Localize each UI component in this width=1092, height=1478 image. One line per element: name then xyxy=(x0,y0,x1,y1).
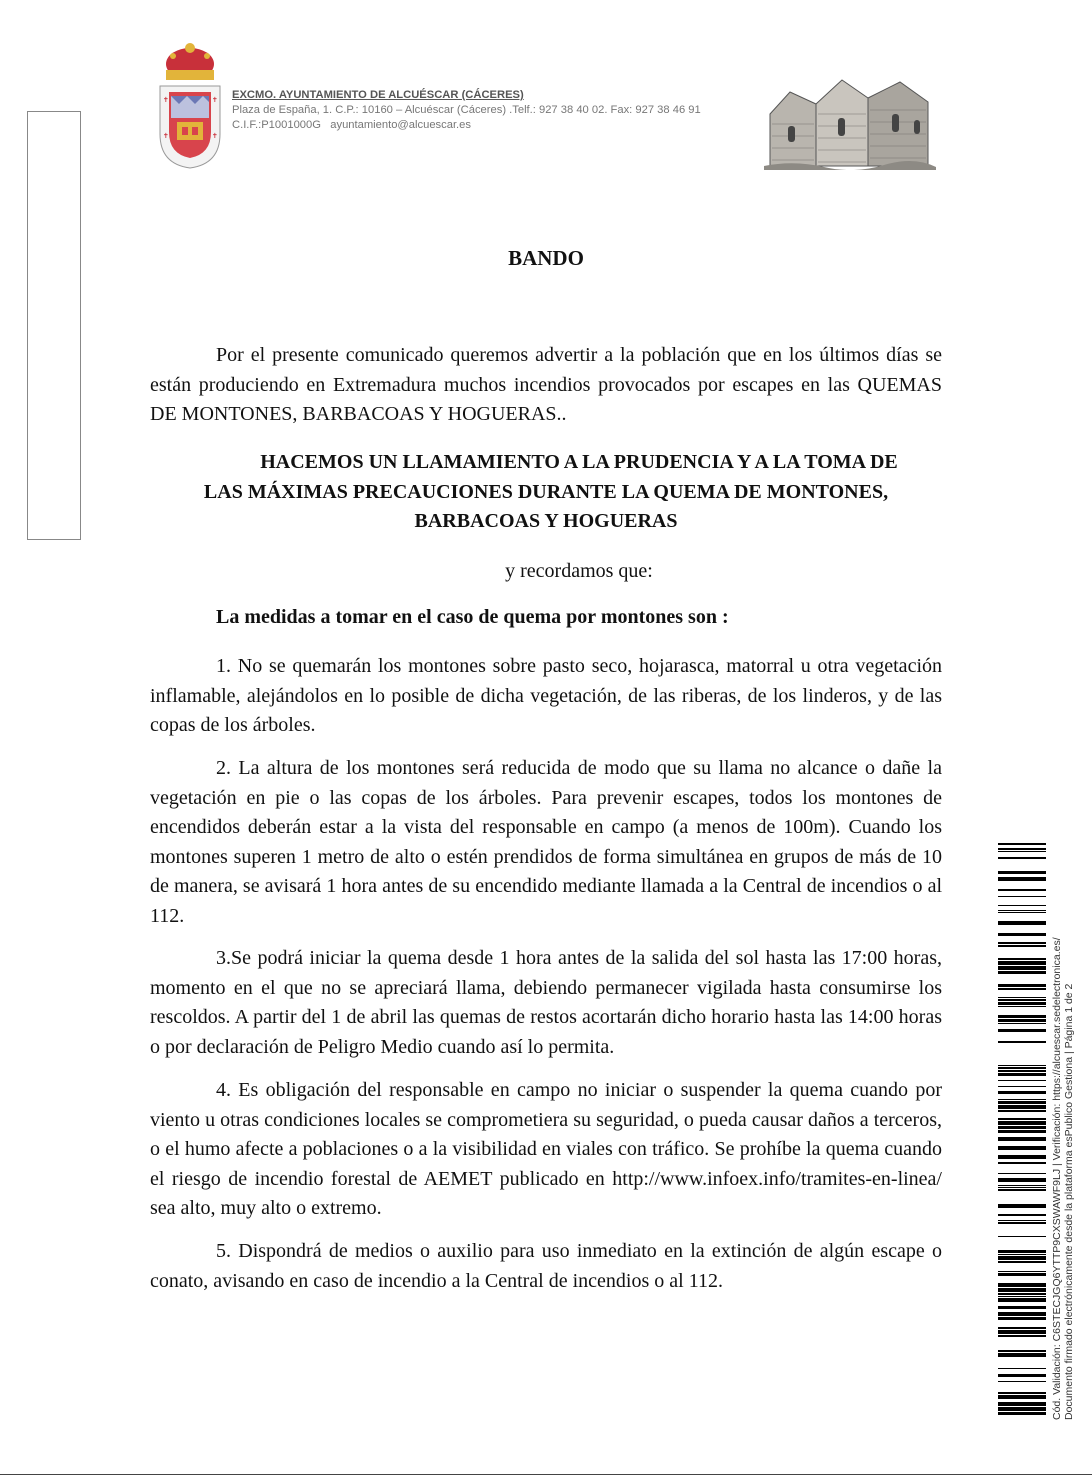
svg-text:✝: ✝ xyxy=(163,96,169,104)
barcode-bar xyxy=(998,1086,1046,1087)
barcode-bar xyxy=(998,857,1046,859)
svg-text:✝: ✝ xyxy=(212,132,218,140)
validation-barcode xyxy=(998,843,1046,1421)
barcode-bar xyxy=(998,1080,1046,1081)
barcode-bar xyxy=(998,933,1046,936)
barcode-bar xyxy=(998,1015,1046,1018)
barcode-bar xyxy=(998,1220,1046,1221)
letterhead-cif: C.I.F.:P1001000G xyxy=(232,119,321,131)
call-line-1: HACEMOS UN LLAMAMIENTO A LA PRUDENCIA Y A LA TOMA DE xyxy=(260,451,898,473)
barcode-bar xyxy=(998,971,1046,974)
call-to-prudence xyxy=(150,448,942,537)
barcode-bar xyxy=(998,984,1046,987)
barcode-bar xyxy=(998,1006,1046,1007)
letterhead-title: EXCMO. AYUNTAMIENTO DE ALCUÉSCAR (CÁCERES) xyxy=(232,89,524,101)
barcode-bar xyxy=(998,848,1046,850)
church-illustration xyxy=(764,74,936,170)
barcode-bar xyxy=(998,1214,1046,1216)
barcode-bar xyxy=(998,1330,1046,1334)
barcode-bar xyxy=(998,1101,1046,1104)
barcode-bar xyxy=(998,1374,1046,1377)
measure-item: 2. La altura de los montones será reducida de modo que su llama no alcance o dañe la vegetación en pie o las copas de los árboles. Para prevenir escapes, todos los montones de encendidos deberán estar a la vista del responsable en campo (a menos de 100m). Cuando los montones superen 1 metro de alto o estén prendidos de forma simultánea en grupos de más de 10 de manera, se avisará 1 hora antes de su encendido mediante llamada a la Central de incendios o al 112. xyxy=(150,757,942,927)
barcode-bar xyxy=(998,1222,1046,1224)
barcode-bar xyxy=(998,1254,1046,1255)
barcode-bar xyxy=(998,889,1046,891)
barcode-bar xyxy=(998,1002,1046,1005)
barcode-bar xyxy=(998,961,1046,965)
barcode-bar xyxy=(998,1091,1046,1094)
measure-item-4-block xyxy=(150,1076,942,1224)
barcode-bar xyxy=(998,1327,1046,1329)
measures-heading: La medidas a tomar en el caso de quema por montones son : xyxy=(216,606,729,628)
barcode-bar xyxy=(998,1261,1046,1263)
barcode-bar xyxy=(998,1130,1046,1133)
measure-item: 1. No se quemarán los montones sobre pasto seco, hojarasca, matorral u otra vegetación inflamable, alejándolos en lo posible de dicha vegetación, de las riberas, de los linderos, y de las copas de los árboles. xyxy=(150,655,942,737)
barcode-bar xyxy=(998,1155,1046,1159)
barcode-bar xyxy=(998,1407,1046,1411)
barcode-bar xyxy=(998,1137,1046,1141)
barcode-bar xyxy=(998,1335,1046,1337)
barcode-bar xyxy=(998,1041,1046,1043)
barcode-bar xyxy=(998,1298,1046,1302)
barcode-bar xyxy=(998,945,1046,947)
barcode-bar xyxy=(998,912,1046,913)
measure-item: 5. Dispondrá de medios o auxilio para uso inmediato en la extinción de algún escape o conato, avisando en caso de incendio a la Central de incendios o al 112. xyxy=(150,1240,942,1292)
barcode-bar xyxy=(998,1146,1046,1150)
validation-text xyxy=(1051,937,1075,1420)
svg-text:✝: ✝ xyxy=(212,96,218,104)
barcode-bar xyxy=(998,1312,1046,1316)
barcode-bar xyxy=(998,1023,1046,1024)
barcode-bar xyxy=(998,1236,1046,1237)
barcode-bar xyxy=(998,999,1046,1001)
barcode-bar xyxy=(998,1105,1046,1109)
barcode-bar xyxy=(998,1381,1046,1382)
barcode-bar xyxy=(998,1162,1046,1164)
barcode-bar xyxy=(998,1065,1046,1066)
barcode-bar xyxy=(998,1110,1046,1112)
barcode-bar xyxy=(998,1019,1046,1022)
barcode-bar xyxy=(998,942,1046,944)
barcode-bar xyxy=(998,1178,1046,1182)
barcode-bar xyxy=(998,1412,1046,1415)
validation-line-1: Cód. Validación: C6STECJGQ6YTTP9CXSWAWF9LJ | Verificación: https://alcuescar.sedelectronica.es/ xyxy=(1051,937,1063,1420)
barcode-bar xyxy=(998,877,1046,881)
barcode-bar xyxy=(998,905,1046,906)
barcode-bar xyxy=(998,1368,1046,1369)
barcode-bar xyxy=(998,958,1046,960)
measure-item: 4. Es obligación del responsable en campo no iniciar o suspender la quema cuando por viento u otras condiciones locales se comprometiera su seguridad, o pueda causar daños a terceros, o el humo afecte a poblaciones o a la visibilidad en viales con tráfico. Se prohíbe la quema cuando el riesgo de incendio forestal de AEMET publicado en http://www.infoex.info/tramites-en-linea/ sea alto, muy alto o extremo. xyxy=(150,1079,942,1220)
barcode-bar xyxy=(998,1353,1046,1357)
barcode-bar xyxy=(998,1121,1046,1125)
barcode-bar xyxy=(998,997,1046,998)
barcode-bar xyxy=(998,1067,1046,1069)
barcode-bar xyxy=(998,1073,1046,1076)
barcode-bar xyxy=(998,1185,1046,1186)
barcode-bar xyxy=(998,1271,1046,1272)
barcode-bar xyxy=(998,1256,1046,1260)
barcode-bar xyxy=(998,1126,1046,1129)
measure-item-1-block xyxy=(150,652,942,741)
margin-frame xyxy=(27,111,81,540)
letterhead-address: Plaza de España, 1. C.P.: 10160 – Alcuéscar (Cáceres) .Telf.: 927 38 40 02. Fax: 927 38 46 91 xyxy=(232,104,701,116)
measure-item-2-block xyxy=(150,754,942,932)
document-title: BANDO xyxy=(508,246,584,270)
barcode-bar xyxy=(998,1350,1046,1352)
barcode-bar xyxy=(998,921,1046,925)
barcode-bar xyxy=(998,1293,1046,1295)
barcode-bar xyxy=(998,1395,1046,1399)
barcode-bar xyxy=(998,988,1046,990)
measure-item-3-block xyxy=(150,944,942,1062)
barcode-bar xyxy=(998,1402,1046,1406)
coat-of-arms-logo xyxy=(155,42,225,170)
validation-line-2: Documento firmado electrónicamente desde la plataforma esPublico Gestiona | Página 1 de 2 xyxy=(1063,983,1075,1420)
barcode-bar xyxy=(998,1250,1046,1253)
barcode-bar xyxy=(998,1392,1046,1394)
letterhead-contact xyxy=(232,118,701,133)
barcode-bar xyxy=(998,1317,1046,1320)
barcode-bar xyxy=(998,1288,1046,1292)
recordamos-line: y recordamos que: xyxy=(505,560,653,582)
intro-paragraph-block xyxy=(150,341,942,430)
barcode-bar xyxy=(998,1189,1046,1191)
measure-item: 3.Se podrá iniciar la quema desde 1 hora antes de la salida del sol hasta las 17:00 horas, momento en el que no se apreciará llama, debiendo permanecer vigilada hasta consumirse los rescoldos. A partir del 1 de abril las quemas de restos acortarán dicho horario hasta las 14:00 horas o por declaración de Peligro Medio cuando así lo permita. xyxy=(150,947,942,1058)
measure-item-5-block xyxy=(150,1237,942,1296)
barcode-bar xyxy=(998,1273,1046,1276)
letterhead-email: ayuntamiento@alcuescar.es xyxy=(330,119,471,131)
barcode-bar xyxy=(998,1283,1046,1287)
call-line-3: BARBACOAS Y HOGUERAS xyxy=(414,510,678,533)
barcode-bar xyxy=(998,1099,1046,1100)
barcode-bar xyxy=(998,1070,1046,1072)
barcode-bar xyxy=(998,910,1046,911)
barcode-bar xyxy=(998,1029,1046,1032)
barcode-bar xyxy=(998,1173,1046,1174)
barcode-bar xyxy=(998,1118,1046,1120)
barcode-bar xyxy=(998,843,1046,845)
barcode-bar xyxy=(998,1296,1046,1297)
barcode-bar xyxy=(998,1187,1046,1188)
barcode-bar xyxy=(998,966,1046,970)
barcode-bar xyxy=(998,1306,1046,1309)
barcode-bar xyxy=(998,871,1046,874)
page-bottom-rule xyxy=(0,1474,1092,1475)
barcode-bar xyxy=(998,1204,1046,1208)
svg-text:✝: ✝ xyxy=(163,132,169,140)
letterhead xyxy=(232,88,701,133)
intro-paragraph: Por el presente comunicado queremos advertir a la población que en los últimos días se están produciendo en Extremadura muchos incendios provocados por escapes en las QUEMAS DE MONTONES, BARBACOAS Y HOGUERAS.. xyxy=(150,344,942,426)
barcode-bar xyxy=(998,896,1046,897)
barcode-bar xyxy=(998,851,1046,852)
call-line-2: LAS MÁXIMAS PRECAUCIONES DURANTE LA QUEMA DE MONTONES, xyxy=(203,480,889,503)
